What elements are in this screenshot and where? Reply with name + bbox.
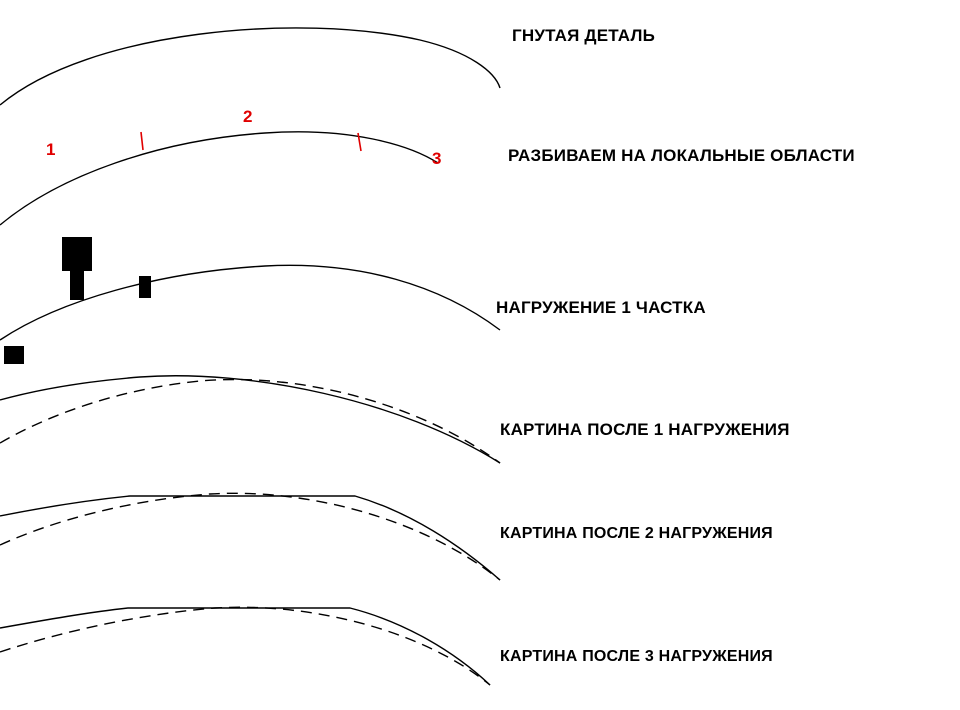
row-1-bent-part [0, 28, 500, 105]
caption-bent-part: ГНУТАЯ ДЕТАЛЬ [512, 26, 656, 45]
caption-after-loading-2: КАРТИНА ПОСЛЕ 2 НАГРУЖЕНИЯ [500, 525, 773, 542]
support-tool [4, 346, 24, 364]
row-2-regions [0, 132, 438, 225]
punch-tool-stem [70, 268, 84, 300]
arc-original-row1 [0, 28, 500, 105]
region-tick-right [358, 133, 361, 151]
clamp-tool [139, 276, 151, 298]
arc-original-row2 [0, 132, 438, 225]
caption-split-regions: РАЗБИВАЕМ НА ЛОКАЛЬНЫЕ ОБЛАСТИ [508, 146, 855, 165]
punch-tool [62, 237, 92, 271]
region-label-1: 1 [46, 140, 56, 159]
row-6-after-loading-3 [0, 607, 490, 685]
arc-deformed-row4 [0, 376, 500, 463]
region-tick-left [141, 132, 143, 150]
caption-after-loading-1: КАРТИНА ПОСЛЕ 1 НАГРУЖЕНИЯ [500, 420, 790, 439]
caption-loading-1: НАГРУЖЕНИЕ 1 ЧАСТКА [496, 298, 706, 317]
region-label-3: 3 [432, 149, 442, 168]
arc-reference-row6 [0, 607, 490, 685]
caption-after-loading-3: КАРТИНА ПОСЛЕ 3 НАГРУЖЕНИЯ [500, 648, 773, 665]
arc-reference-row5 [0, 493, 500, 580]
row-3-loading [0, 237, 500, 364]
arc-deformed-row6 [0, 608, 490, 685]
arc-deformed-row5 [0, 496, 500, 580]
arc-reference-row4 [0, 379, 500, 463]
row-5-after-loading-2 [0, 493, 500, 580]
row-4-after-loading-1 [0, 376, 500, 463]
region-label-2: 2 [243, 107, 253, 126]
